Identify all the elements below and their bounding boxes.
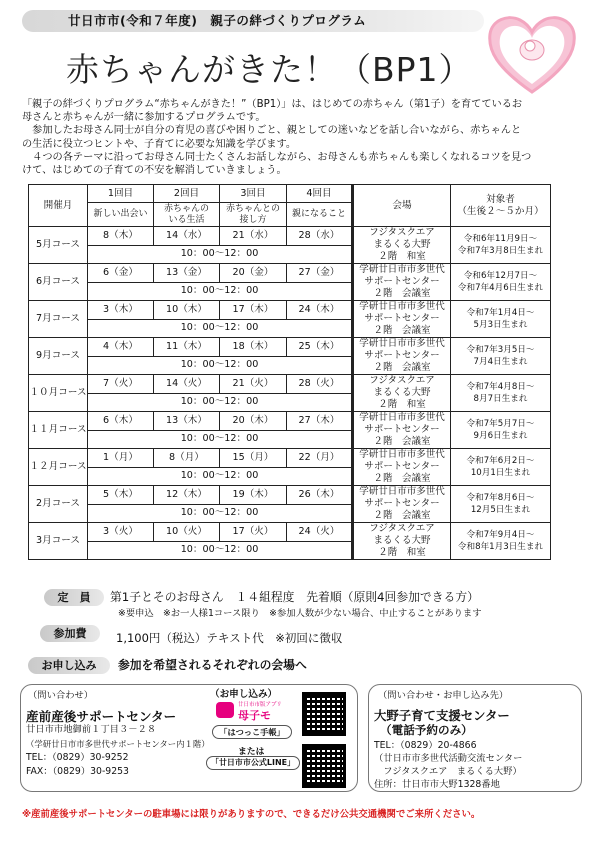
schedule-table (28, 184, 551, 560)
parking-note: ※産前産後サポートセンターの駐車場には限りがありますので、できるだけ公共交通機関でご来所ください。 (22, 809, 481, 820)
session-date: 6（木） (88, 412, 154, 431)
session-number-header: 3回目 (220, 185, 287, 203)
session-date: 11（木） (154, 338, 220, 357)
intro-line: 参加したお母さん同士が自分の育児の喜びや困りごと、親としての迷いなどを話し合いながら、赤ちゃんと (22, 125, 522, 137)
session-date: 24（木） (287, 301, 353, 320)
inquiry-label: （問い合わせ） (28, 690, 94, 701)
session-date: 7（火） (88, 375, 154, 394)
course-name: １２月コース (29, 449, 88, 486)
session-date: 1（月） (88, 449, 154, 468)
course-target: 令和7年4月8日～ 8月7日生まれ (451, 375, 551, 412)
session-date: 22（月） (287, 449, 353, 468)
ono-center-name: 大野子育て支援センター (374, 708, 510, 723)
course-row (29, 338, 551, 357)
course-name: 6月コース (29, 264, 88, 301)
course-name: １１月コース (29, 412, 88, 449)
course-row (29, 227, 551, 246)
course-venue: 学研廿日市市多世代 サポートセンター ２階 会議室 (353, 449, 451, 486)
course-venue: フジタスクエア まるくる大野 ２階 和室 (353, 375, 451, 412)
phone-only-note: （電話予約のみ） (380, 723, 473, 737)
session-date: 15（月） (220, 449, 287, 468)
course-target: 令和7年8月6日～ 12月5日生まれ (451, 486, 551, 523)
session-date: 27（金） (287, 264, 353, 283)
session-date: 3（火） (88, 523, 154, 542)
session-number-header: 4回目 (287, 185, 353, 203)
line-qr-code[interactable] (302, 744, 346, 788)
ono-center-facility: （廿日市市多世代活動交流センター (374, 753, 523, 764)
session-date: 3（木） (88, 301, 154, 320)
session-date: 8（木） (88, 227, 154, 246)
session-number-header: 1回目 (88, 185, 154, 203)
support-center-fax: FAX：（0829）30-9253 (26, 766, 129, 777)
course-target: 令和7年9月4日～ 令和8年1月3日生まれ (451, 523, 551, 560)
intro-line: ４つの各テーマに沿ってお母さん同士たくさんお話しながら、お母さんも赤ちゃんも楽しくなれるコツを見つ (22, 151, 532, 163)
intro-line: 「親子の絆づくりプログラム“赤ちゃんがきた！”（BP1）」は、はじめての赤ちゃん（第1子）を育てているお (22, 99, 523, 110)
app-name: 母子モ (238, 709, 271, 722)
session-theme-header: 新しい出会い (88, 203, 154, 227)
session-date: 10（火） (154, 523, 220, 542)
or-label: または (238, 747, 265, 757)
page-title: 赤ちゃんがきた！（BP1） (66, 50, 473, 89)
session-date: 12（木） (154, 486, 220, 505)
course-target: 令和6年11月9日～ 令和7年3月8日生まれ (451, 227, 551, 264)
session-date: 20（木） (220, 412, 287, 431)
capacity-note: ※要申込 ※お一人様1コース限り ※参加人数が少ない場合、中止することがあります (118, 608, 482, 619)
app-icon (216, 702, 234, 718)
program-banner (22, 10, 484, 32)
target-header: 対象者 （生後２～５か月） (451, 185, 551, 227)
course-time: 10：00～12：00 (88, 356, 353, 374)
session-date: 6（金） (88, 264, 154, 283)
session-date: 27（木） (287, 412, 353, 431)
capacity-tag: 定 員 (44, 589, 104, 606)
course-time: 10：00～12：00 (88, 467, 353, 485)
course-row (29, 523, 551, 542)
session-theme-header: 赤ちゃんの いる生活 (154, 203, 220, 227)
session-date: 10（木） (154, 301, 220, 320)
venue-header: 会場 (353, 185, 451, 227)
ono-center-address: 住所：廿日市市大野1328番地 (374, 779, 500, 790)
session-date: 13（木） (154, 412, 220, 431)
session-date: 4（木） (88, 338, 154, 357)
course-venue: 学研廿日市市多世代 サポートセンター ２階 会議室 (353, 412, 451, 449)
session-date: 14（火） (154, 375, 220, 394)
course-target: 令和7年1月4日～ 5月3日生まれ (451, 301, 551, 338)
capacity-section (44, 586, 104, 606)
support-center-name: 産前産後サポートセンター (26, 709, 177, 724)
course-target: 令和7年6月2日～ 10月1日生まれ (451, 449, 551, 486)
course-name: 3月コース (29, 523, 88, 560)
course-name: 7月コース (29, 301, 88, 338)
course-row (29, 375, 551, 394)
intro-line: けて、はじめての子育ての不安を解消していきましょう。 (22, 165, 287, 177)
session-date: 21（水） (220, 227, 287, 246)
heart-baby-icon (486, 12, 578, 96)
course-target: 令和6年12月7日～ 令和7年4月6日生まれ (451, 264, 551, 301)
course-row (29, 301, 551, 320)
hatsukko-techo-label: 「はつっこ手帳」 (212, 725, 292, 739)
support-center-tel: TEL：（0829）30-9252 (26, 752, 129, 763)
course-venue: 学研廿日市市多世代 サポートセンター ２階 会議室 (353, 301, 451, 338)
course-time: 10：00～12：00 (88, 245, 353, 263)
month-header: 開催月 (29, 185, 88, 227)
session-date: 18（木） (220, 338, 287, 357)
banner-text: 廿日市市(令和７年度) 親子の絆づくりプログラム (68, 13, 367, 28)
course-time: 10：00～12：00 (88, 319, 353, 337)
session-theme-header: 赤ちゃんとの 接し方 (220, 203, 287, 227)
support-center-address-note: （学研廿日市市多世代サポートセンター内１階） (26, 739, 210, 749)
header-row (29, 185, 551, 203)
inquiry-apply-label: （問い合わせ・お申し込み先） (378, 690, 509, 701)
session-date: 8（月） (154, 449, 220, 468)
session-date: 28（火） (287, 375, 353, 394)
app-tagline: 廿日市市版アプリ (238, 702, 282, 708)
apply-tag: お申し込み (28, 657, 110, 674)
session-date: 19（木） (220, 486, 287, 505)
course-time: 10：00～12：00 (88, 541, 353, 559)
course-venue: フジタスクエア まるくる大野 ２階 和室 (353, 523, 451, 560)
session-number-header: 2回目 (154, 185, 220, 203)
course-target: 令和7年3月5日～ 7月4日生まれ (451, 338, 551, 375)
apply-text: 参加を希望されるそれぞれの会場へ (118, 658, 307, 672)
course-target: 令和7年5月7日～ 9月6日生まれ (451, 412, 551, 449)
line-official-label: 「廿日市市公式LINE」 (206, 756, 300, 770)
course-venue: フジタスクエア まるくる大野 ２階 和室 (353, 227, 451, 264)
session-date: 25（木） (287, 338, 353, 357)
apply-label: （お申し込み） (210, 689, 278, 700)
session-date: 5（木） (88, 486, 154, 505)
ono-center-tel: TEL：（0829）20-4866 (374, 740, 477, 751)
intro-text (22, 98, 582, 177)
course-time: 10：00～12：00 (88, 393, 353, 411)
intro-line: の生活に役立つヒントや、子育てに必要な知識を学びます。 (22, 138, 297, 150)
session-date: 26（木） (287, 486, 353, 505)
session-date: 17（火） (220, 523, 287, 542)
session-date: 20（金） (220, 264, 287, 283)
course-time: 10：00～12：00 (88, 282, 353, 300)
app-qr-code[interactable] (302, 692, 346, 736)
course-time: 10：00～12：00 (88, 504, 353, 522)
intro-line: 母さんと赤ちゃんが一緒に参加するプログラムです。 (22, 112, 266, 124)
support-center-address: 廿日市市地御前１丁目３－２８ (26, 724, 157, 735)
course-row (29, 412, 551, 431)
fee-tag: 参加費 (40, 625, 100, 642)
session-date: 24（火） (287, 523, 353, 542)
session-date: 14（水） (154, 227, 220, 246)
ono-center-facility-name: フジタスクエア まるくる大野） (374, 766, 522, 777)
session-date: 28（水） (287, 227, 353, 246)
course-name: 2月コース (29, 486, 88, 523)
course-name: 5月コース (29, 227, 88, 264)
course-name: １０月コース (29, 375, 88, 412)
session-date: 17（木） (220, 301, 287, 320)
course-venue: 学研廿日市市多世代 サポートセンター ２階 会議室 (353, 486, 451, 523)
course-name: 9月コース (29, 338, 88, 375)
course-row (29, 264, 551, 283)
fee-text: 1,100円（税込）テキスト代 ※初回に徴収 (116, 631, 343, 645)
course-row (29, 486, 551, 505)
course-venue: 学研廿日市市多世代 サポートセンター ２階 会議室 (353, 338, 451, 375)
capacity-text: 第1子とそのお母さん １４組程度 先着順（原則4回参加できる方） (110, 590, 479, 604)
course-time: 10：00～12：00 (88, 430, 353, 448)
course-venue: 学研廿日市市多世代 サポートセンター ２階 会議室 (353, 264, 451, 301)
boshimo-app-logo[interactable] (216, 700, 296, 728)
session-date: 13（金） (154, 264, 220, 283)
session-theme-header: 親になること (287, 203, 353, 227)
session-date: 21（火） (220, 375, 287, 394)
course-row (29, 449, 551, 468)
